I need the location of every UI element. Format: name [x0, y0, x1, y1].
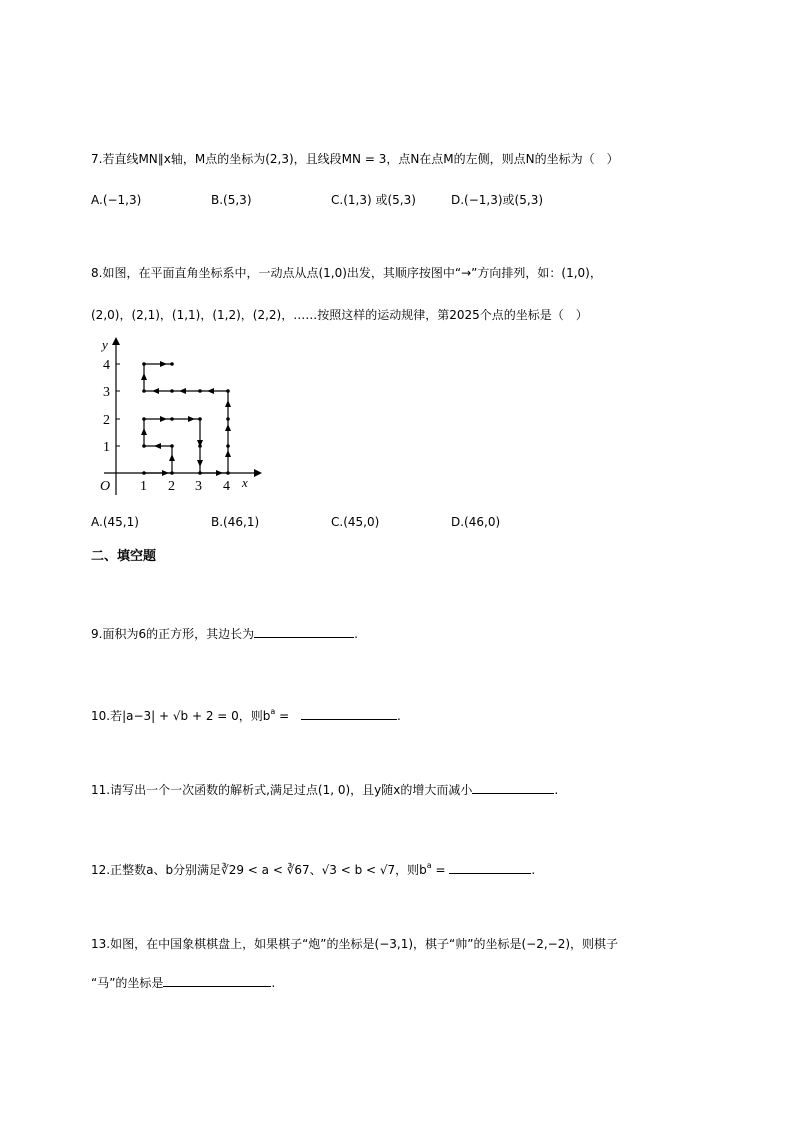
q7-option-d: D.(−1,3)或(5,3)	[451, 193, 544, 207]
x-tick-3: 3	[195, 479, 202, 494]
q11-answer-blank[interactable]	[472, 781, 554, 794]
y-tick-2: 2	[103, 413, 110, 428]
q10-period: .	[397, 709, 401, 723]
q7-option-a: A.(−1,3)	[91, 193, 142, 207]
x-axis-arrow	[254, 469, 262, 477]
question-13-line1: 13.如图，在中国象棋棋盘上，如果棋子“炮”的坐标是(−3,1)，棋子“帅”的坐标是(−2,−2)，则棋子	[91, 937, 619, 951]
q10-answer-blank[interactable]	[301, 707, 397, 720]
x-tick-1: 1	[140, 479, 147, 494]
y-tick-3: 3	[103, 385, 110, 400]
q11-period: .	[554, 783, 559, 797]
q10-text: 10.若|a−3| + √b + 2 = 0，则b	[91, 709, 271, 723]
q7-option-c: C.(1,3) 或(5,3)	[331, 193, 416, 207]
q9-answer-blank[interactable]	[254, 625, 354, 638]
q8-option-b: B.(46,1)	[211, 515, 260, 529]
question-12	[91, 858, 535, 878]
q13-text: “马”的坐标是	[91, 976, 164, 990]
x-tick-2: 2	[168, 479, 175, 494]
q13-period: .	[271, 976, 276, 990]
q12-exponent: a	[426, 861, 432, 870]
q12-period: .	[531, 863, 536, 877]
y-axis-arrow	[112, 337, 120, 345]
q9-text: 9.面积为6的正方形，其边长为	[91, 627, 255, 641]
section-2-title: 二、填空题	[91, 549, 157, 564]
motion-path	[144, 364, 228, 473]
q12-equals: =	[431, 863, 450, 877]
question-13-line2	[91, 974, 275, 991]
q13-answer-blank[interactable]	[163, 974, 271, 987]
x-tick-4: 4	[223, 479, 230, 494]
origin-label: O	[100, 479, 111, 494]
q10-exponent: a	[270, 707, 276, 716]
q12-answer-blank[interactable]	[449, 861, 531, 874]
x-axis-label: x	[242, 475, 248, 490]
question-11	[91, 781, 558, 798]
q10-equals: =	[275, 709, 294, 723]
q11-text: 11.请写出一个一次函数的解析式,满足过点(1, 0)，且y随x的增大而减小	[91, 783, 473, 797]
y-tick-4: 4	[103, 358, 110, 373]
q8-option-d: D.(46,0)	[451, 515, 501, 529]
question-8-line2: (2,0)，(2,1)，(1,1)，(1,2)，(2,2)，……按照这样的运动规律，第2025个点的坐标是（ ）	[91, 308, 588, 322]
q9-period: .	[354, 627, 358, 641]
question-7-text: 7.若直线MN∥x轴，M点的坐标为(2,3)，且线段MN = 3，点N在点M的左侧，则点N的坐标为（ ）	[91, 152, 619, 166]
question-9	[91, 625, 358, 642]
q8-option-a: A.(45,1)	[91, 515, 139, 529]
question-10	[91, 704, 401, 724]
q7-option-b: B.(5,3)	[211, 193, 252, 207]
q8-option-c: C.(45,0)	[331, 515, 380, 529]
question-8-line1: 8.如图，在平面直角坐标系中，一动点从点(1,0)出发，其顺序按图中“→”方向排列，如：(1,0)，	[91, 266, 602, 280]
y-axis-label: y	[102, 337, 108, 352]
q12-text: 12.正整数a、b分别满足∛29 < a < ∛67、√3 < b < √7，则b	[91, 863, 427, 877]
y-tick-1: 1	[103, 440, 110, 455]
q8-coordinate-figure	[90, 335, 265, 500]
